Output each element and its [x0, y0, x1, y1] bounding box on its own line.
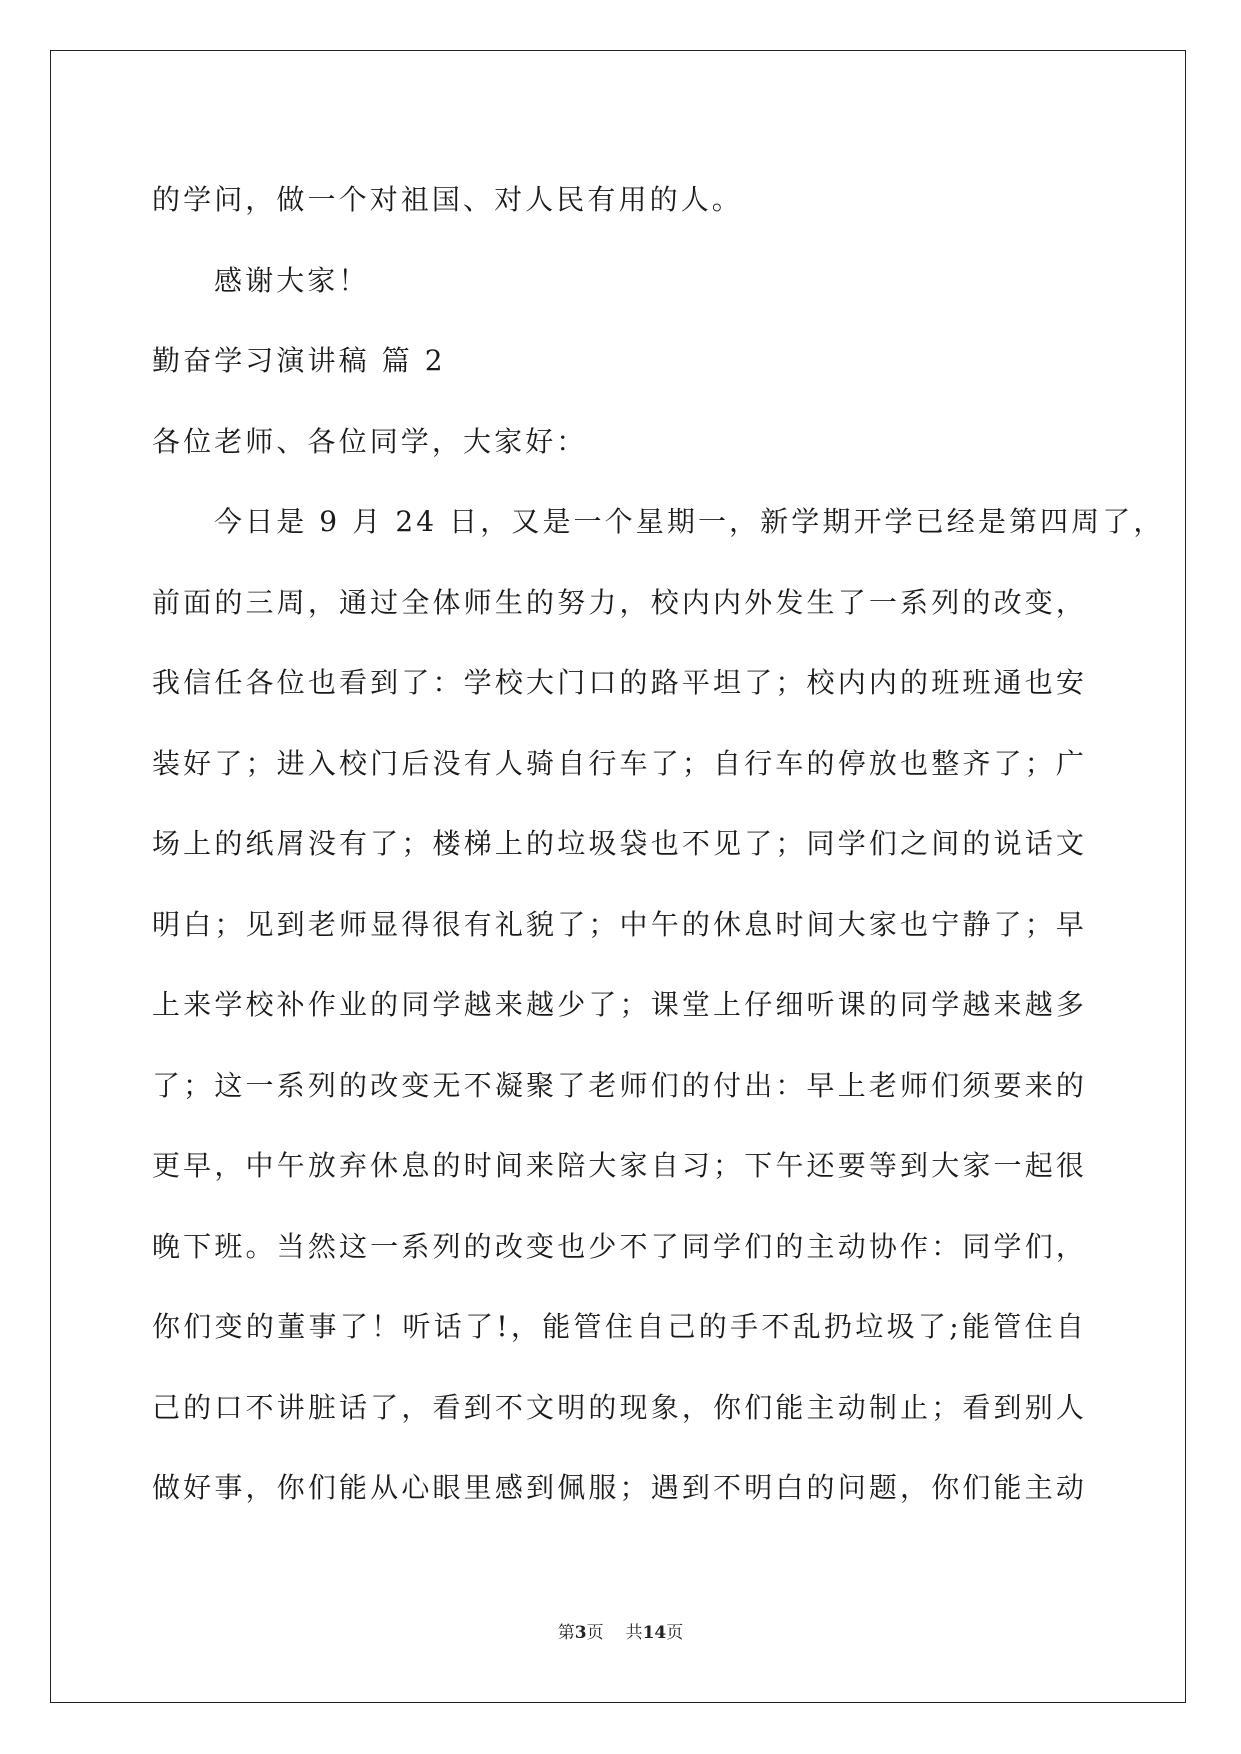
document-body: [152, 160, 1165, 1529]
page-number: 3: [574, 1623, 587, 1643]
paragraph-line: 明白；见到老师显得很有礼貌了；中午的休息时间大家也宁静了；早: [152, 907, 1087, 941]
page-prefix: 第: [557, 1623, 575, 1643]
closing-thanks: 感谢大家！: [214, 263, 370, 297]
paragraph-line: 己的口不讲脏话了，看到不文明的现象，你们能主动制止；看到别人: [152, 1390, 1087, 1424]
page-footer: [0, 1618, 1241, 1643]
paragraph-line: 更早，中午放弃休息的时间来陪大家自习；下午还要等到大家一起很: [152, 1149, 1087, 1182]
total-prefix: 共: [625, 1623, 643, 1643]
paragraph-line: 我信任各位也看到了：学校大门口的路平坦了；校内内的班班通也安: [152, 666, 1087, 699]
total-suffix: 页: [666, 1623, 684, 1643]
paragraph-line: 上来学校补作业的同学越来越少了；课堂上仔细听课的同学越来越多: [152, 988, 1087, 1021]
paragraph-line: 晚下班。当然这一系列的改变也少不了同学们的主动协作：同学们，: [152, 1229, 1087, 1263]
total-pages: 14: [642, 1623, 667, 1643]
paragraph-line: 场上的纸屑没有了；楼梯上的垃圾袋也不见了；同学们之间的说话文: [152, 827, 1087, 860]
paragraph-line: 了；这一系列的改变无不凝聚了老师们的付出：早上老师们须要来的: [152, 1068, 1087, 1102]
paragraph-line: 你们变的董事了！听话了!，能管住自己的手不乱扔垃圾了;能管住自: [152, 1310, 1087, 1343]
paragraph-line: 今日是 9 月 24 日，又是一个星期一，新学期开学已经是第四周了，: [214, 505, 1165, 538]
salutation: 各位老师、各位同学，大家好：: [152, 424, 588, 458]
paragraph-line: 前面的三周，通过全体师生的努力，校内内外发生了一系列的改变，: [152, 585, 1087, 619]
section-heading: 勤奋学习演讲稿 篇 2: [152, 344, 446, 377]
paragraph-line: 的学问，做一个对祖国、对人民有用的人。: [152, 183, 743, 216]
paragraph-line: 做好事，你们能从心眼里感到佩服；遇到不明白的问题，你们能主动: [152, 1471, 1087, 1504]
paragraph-line: 装好了；进入校门后没有人骑自行车了；自行车的停放也整齐了；广: [152, 746, 1087, 780]
page-suffix: 页: [586, 1623, 604, 1643]
